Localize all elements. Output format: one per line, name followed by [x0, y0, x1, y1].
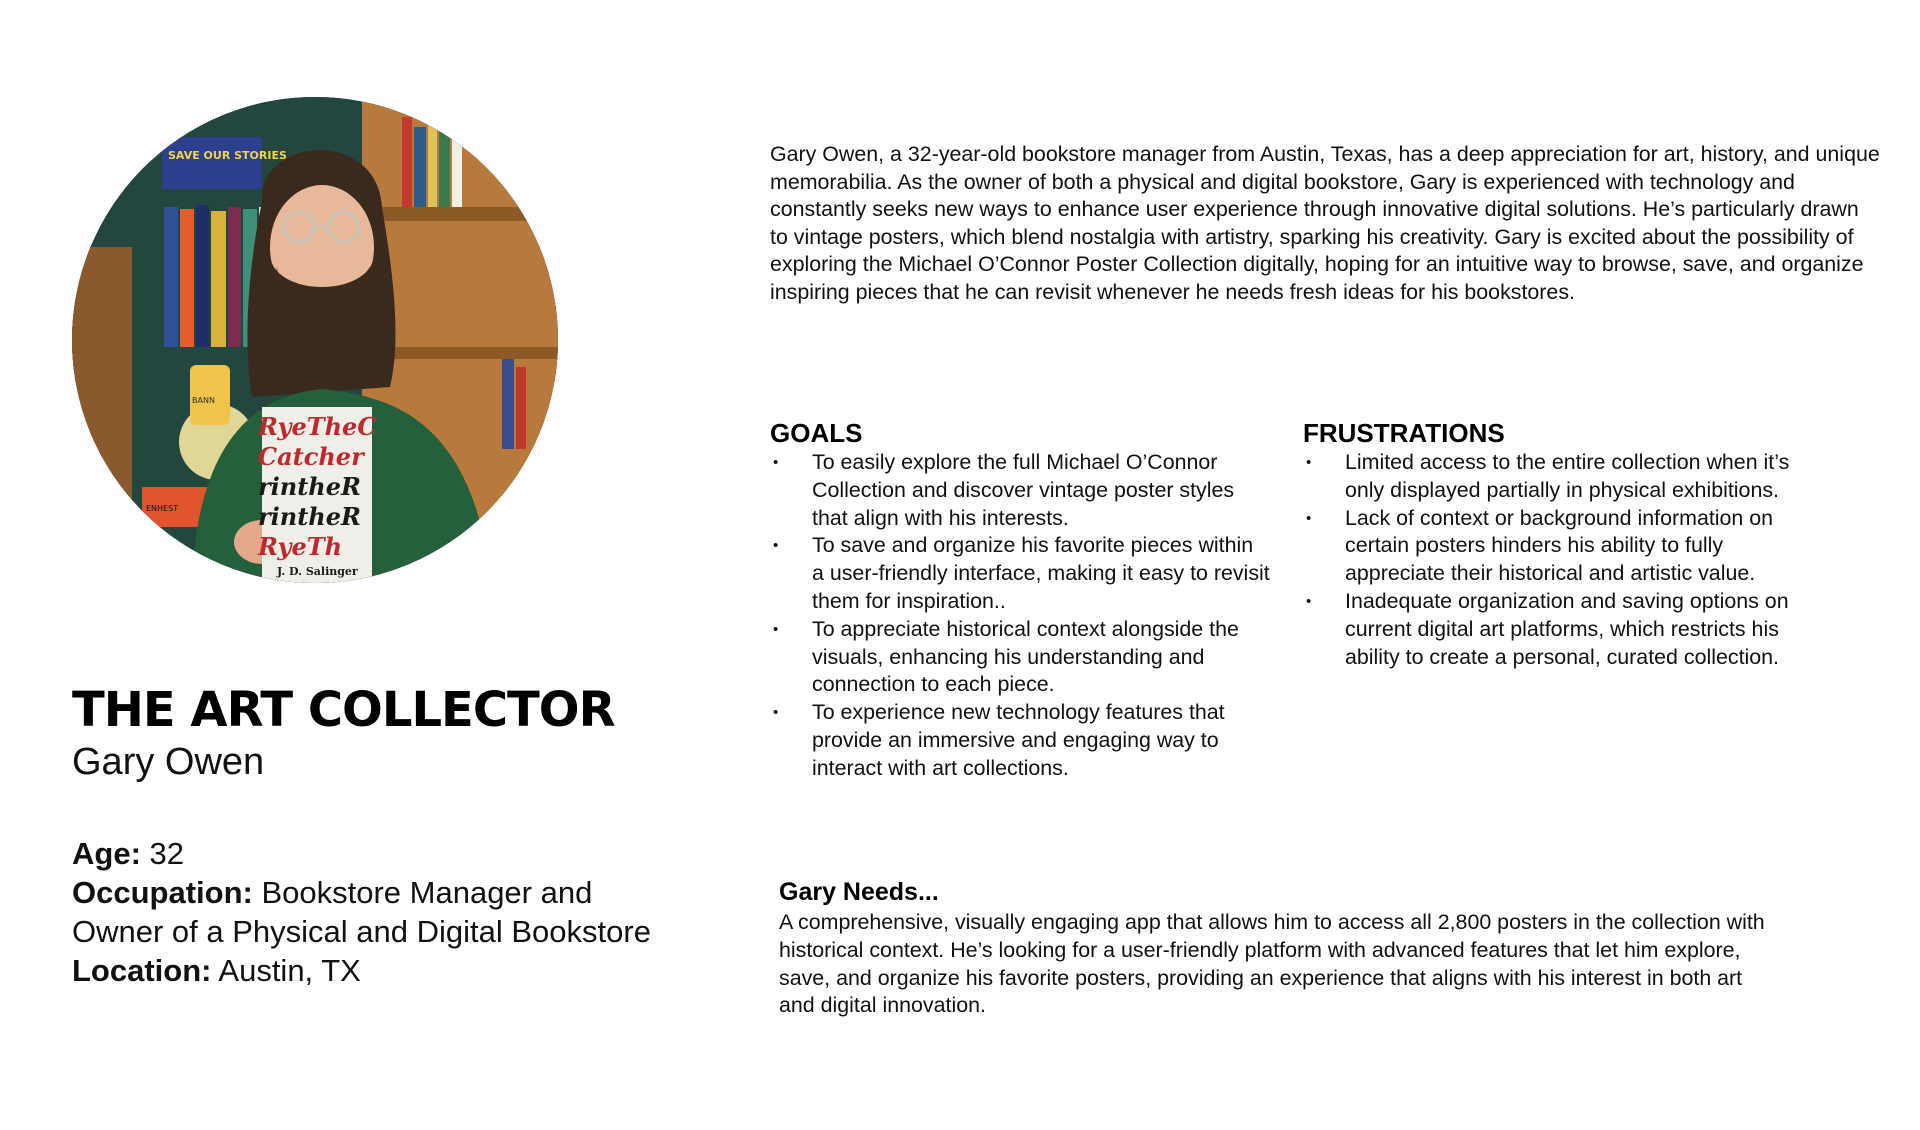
frustrations-section [1303, 418, 1823, 671]
persona-photo-illustration [72, 97, 558, 583]
needs-section [779, 877, 1779, 1020]
location-value: Austin, TX [211, 953, 361, 988]
needs-text: A comprehensive, visually engaging app that allows him to access all 2,800 posters in the collection with historical context. He’s looking for a user-friendly platform with advanced features that let him explore, save, and organize his favorite posters, providing an experience that aligns with his interest in both art and digital innovation. [779, 910, 1765, 1018]
location-row [72, 951, 692, 990]
age-label: Age: [72, 836, 141, 871]
needs-heading: Gary Needs... [779, 878, 939, 906]
book-title-line-3: rintheR [258, 472, 361, 501]
persona-name: Gary Owen [72, 741, 265, 783]
persona-title: THE ART COLLECTOR [72, 682, 615, 738]
book-title-line-2: Catcher [258, 442, 364, 471]
poster-text: SAVE OUR STORIES [168, 149, 287, 162]
persona-bio: Gary Owen, a 32-year-old bookstore manager from Austin, Texas, has a deep appreciation for art, history, and unique memorabilia. As the owner of both a physical and digital bookstore, Gary is experienced with technology and constantly seeks new ways to enhance user experience through innovative digital solutions. He’s particularly drawn to vintage posters, which blend nostalgia with artistry, sparking his creativity. Gary is excited about the possibility of exploring the Michael O’Connor Poster Collection digitally, hoping for an intuitive way to browse, save, and organize inspiring pieces that he can revisit whenever he needs fresh ideas for his bookstores. [770, 142, 1880, 304]
frustrations-heading: FRUSTRATIONS [1303, 418, 1505, 448]
location-label: Location: [72, 953, 212, 988]
age-value: 32 [140, 836, 184, 871]
book-title-line-4: rintheR [258, 502, 361, 531]
goals-section [770, 418, 1270, 783]
goals-heading: GOALS [770, 418, 863, 448]
small-sign: BANN [192, 396, 215, 405]
book-title-line-5: RyeTh [258, 532, 343, 561]
book-author: J. D. Salinger [277, 565, 358, 578]
frustration-item: • Limited access to the entire collection when it’s only displayed partially in physical exhibitions. [1303, 449, 1823, 505]
book-title-line-1: RyeTheC [258, 412, 377, 441]
frustration-item: • Lack of context or background information on certain posters hinders his ability to fully appreciate their historical and artistic value. [1303, 505, 1823, 588]
small-book: ENHEST [146, 504, 179, 513]
frustrations-list [1303, 449, 1823, 671]
goals-list [770, 449, 1270, 783]
persona-details [72, 834, 692, 990]
goal-item: • To easily explore the full Michael O’Connor Collection and discover vintage poster styles that align with his interests. [770, 449, 1270, 532]
occupation-label: Occupation: [72, 875, 253, 910]
occupation-row [72, 873, 692, 951]
persona-photo [72, 97, 558, 583]
goal-item: • To appreciate historical context alongside the visuals, enhancing his understanding and connection to each piece. [770, 616, 1270, 699]
age-row [72, 834, 692, 873]
frustration-item: • Inadequate organization and saving options on current digital art platforms, which restricts his ability to create a personal, curated collection. [1303, 588, 1823, 671]
goal-item: • To save and organize his favorite pieces within a user-friendly interface, making it easy to revisit them for inspiration.. [770, 532, 1270, 615]
occupation-value: Bookstore Manager and Owner of a Physical and Digital Bookstore [72, 875, 651, 949]
goal-item: • To experience new technology features that provide an immersive and engaging way to interact with art collections. [770, 699, 1270, 782]
